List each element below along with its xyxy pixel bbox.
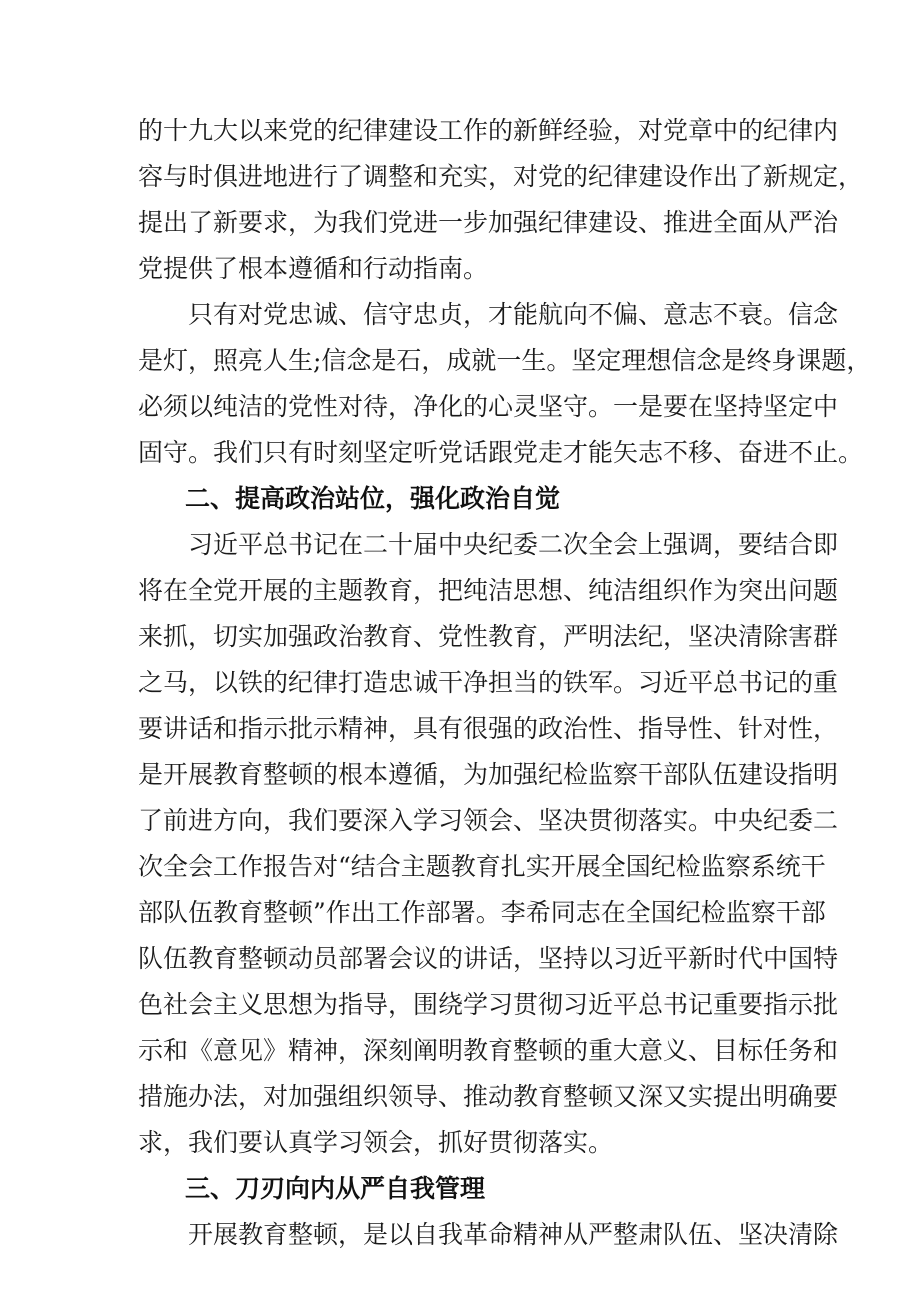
paragraph-line: 开展教育整顿，是以自我革命精神从严整肃队伍、坚决清除	[188, 1220, 839, 1249]
paragraph-line: 将在全党开展的主题教育，把纯洁思想、纯洁组织作为突出问题	[138, 576, 839, 605]
paragraph-line: 习近平总书记在二十届中央纪委二次全会上强调，要结合即	[188, 530, 839, 559]
paragraph-line: 之马，以铁的纪律打造忠诚干净担当的铁军。习近平总书记的重	[138, 668, 839, 697]
paragraph-line: 是开展教育整顿的根本遵循，为加强纪检监察干部队伍建设指明	[138, 760, 839, 789]
paragraph-line: 提出了新要求，为我们党进一步加强纪律建设、推进全面从严治	[138, 208, 839, 237]
section-heading: 三、刀刃向内从严自我管理	[185, 1174, 486, 1203]
paragraph-line: 色社会主义思想为指导，围绕学习贯彻习近平总书记重要指示批	[138, 990, 839, 1019]
paragraph-line: 示和《意见》精神，深刻阐明教育整顿的重大意义、目标任务和	[138, 1036, 839, 1065]
paragraph-line: 队伍教育整顿动员部署会议的讲话，坚持以习近平新时代中国特	[138, 944, 839, 973]
paragraph-line: 固守。我们只有时刻坚定听党话跟党走才能矢志不移、奋进不止。	[138, 438, 864, 467]
paragraph-line: 了前进方向，我们要深入学习领会、坚决贯彻落实。中央纪委二	[138, 806, 839, 835]
paragraph-line: 党提供了根本遵循和行动指南。	[138, 254, 489, 283]
paragraph-line: 次全会工作报告对“结合主题教育扎实开展全国纪检监察系统干	[138, 852, 826, 881]
section-heading: 二、提高政治站位，强化政治自觉	[185, 484, 561, 513]
paragraph-line: 要讲话和指示批示精神，具有很强的政治性、指导性、针对性，	[138, 714, 839, 743]
paragraph-line: 容与时俱进地进行了调整和充实，对党的纪律建设作出了新规定，	[138, 162, 864, 191]
paragraph-line: 来抓，切实加强政治教育、党性教育，严明法纪，坚决清除害群	[138, 622, 839, 651]
paragraph-line: 求，我们要认真学习领会，抓好贯彻落实。	[138, 1128, 614, 1157]
paragraph-line: 是灯，照亮人生;信念是石，成就一生。坚定理想信念是终身课题，	[138, 346, 872, 375]
paragraph-line: 的十九大以来党的纪律建设工作的新鲜经验，对党章中的纪律内	[138, 116, 839, 145]
paragraph-line: 部队伍教育整顿”作出工作部署。李希同志在全国纪检监察干部	[138, 898, 826, 927]
paragraph-line: 只有对党忠诚、信守忠贞，才能航向不偏、意志不衰。信念	[188, 300, 839, 329]
paragraph-line: 必须以纯洁的党性对待，净化的心灵坚守。一是要在坚持坚定中	[138, 392, 839, 421]
paragraph-line: 措施办法，对加强组织领导、推动教育整顿又深又实提出明确要	[138, 1082, 839, 1111]
